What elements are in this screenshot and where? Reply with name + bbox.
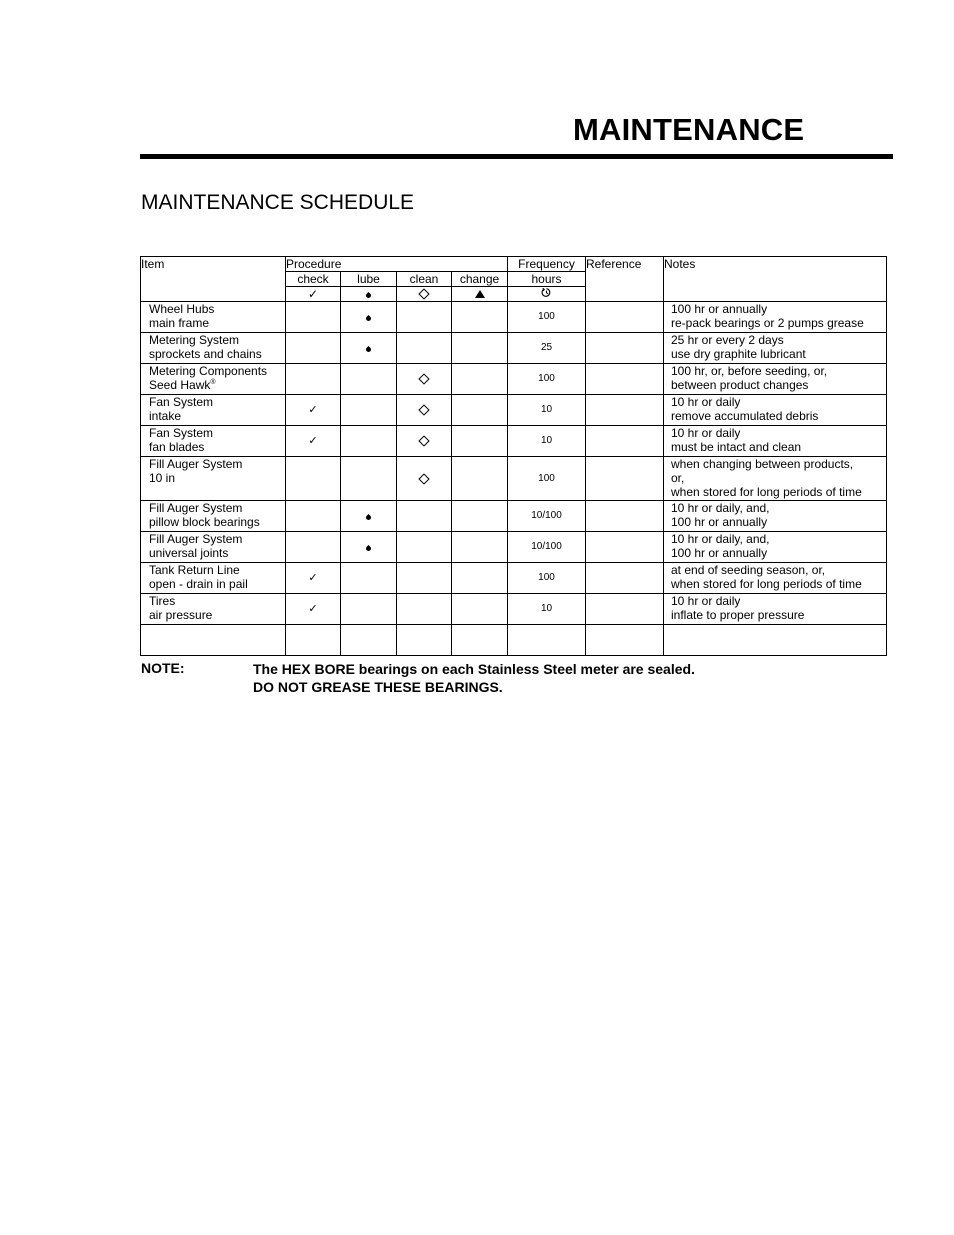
frequency-cell: 100 — [508, 364, 586, 395]
clean-cell — [397, 563, 452, 594]
diamond-icon — [418, 373, 429, 384]
check-cell: ✓ — [286, 563, 341, 594]
change-cell — [452, 395, 508, 426]
diamond-icon — [418, 404, 429, 415]
check-cell — [286, 457, 341, 501]
page-title: MAINTENANCE — [573, 112, 805, 147]
notes-cell — [664, 457, 887, 501]
item-detail: universal joints — [149, 546, 229, 560]
item-name: Fill Auger System — [149, 532, 243, 546]
lube-cell — [341, 563, 397, 594]
diamond-icon — [397, 287, 452, 302]
item-cell — [141, 457, 286, 501]
frequency-cell: 10 — [508, 594, 586, 625]
drop-icon — [365, 346, 372, 353]
change-cell — [452, 501, 508, 532]
registered-mark: ® — [210, 379, 216, 386]
table-row — [141, 532, 887, 563]
clean-cell — [397, 426, 452, 457]
item-cell — [141, 302, 286, 333]
note-line-2: DO NOT GREASE THESE BEARINGS. — [253, 679, 503, 695]
check-cell — [286, 364, 341, 395]
clean-cell — [397, 594, 452, 625]
frequency-cell: 10 — [508, 426, 586, 457]
frequency-cell: 25 — [508, 333, 586, 364]
note-text — [253, 660, 695, 696]
notes-line: when changing between products, — [671, 457, 854, 471]
empty-cell — [586, 625, 664, 656]
clean-cell — [397, 457, 452, 501]
item-detail: 10 in — [149, 471, 176, 485]
item-detail: fan blades — [149, 440, 205, 454]
check-cell — [286, 501, 341, 532]
item-detail: main frame — [149, 316, 210, 330]
item-name: Fan System — [149, 395, 214, 409]
item-name: Tank Return Line — [149, 563, 240, 577]
maintenance-schedule-table — [140, 256, 887, 656]
empty-cell — [664, 625, 887, 656]
item-cell — [141, 333, 286, 364]
empty-cell — [341, 625, 397, 656]
notes-line: when stored for long periods of time — [671, 485, 862, 499]
notes-line: 100 hr or annually — [671, 546, 768, 560]
notes-line: 100 hr or annually — [671, 302, 768, 316]
notes-line: 10 hr or daily — [671, 395, 741, 409]
notes-cell — [664, 364, 887, 395]
clock-icon — [508, 287, 586, 302]
item-detail: air pressure — [149, 608, 213, 622]
item-cell — [141, 426, 286, 457]
diamond-icon — [418, 473, 429, 484]
check-cell: ✓ — [286, 395, 341, 426]
reference-cell — [586, 426, 664, 457]
notes-cell — [664, 594, 887, 625]
frequency-cell: 100 — [508, 457, 586, 501]
table-row — [141, 501, 887, 532]
notes-line: 100 hr, or, before seeding, or, — [671, 364, 828, 378]
notes-line: re-pack bearings or 2 pumps grease — [671, 316, 864, 330]
table-row — [141, 457, 887, 501]
reference-cell — [586, 532, 664, 563]
header-frequency: Frequency — [508, 257, 586, 272]
clean-cell — [397, 501, 452, 532]
empty-cell — [508, 625, 586, 656]
subheader-change: change — [452, 272, 508, 287]
notes-cell — [664, 302, 887, 333]
drop-icon — [341, 287, 397, 302]
clean-cell — [397, 532, 452, 563]
item-name: Fill Auger System — [149, 501, 243, 515]
item-name: Wheel Hubs — [149, 302, 215, 316]
clean-cell — [397, 333, 452, 364]
table-row — [141, 364, 887, 395]
change-cell — [452, 426, 508, 457]
section-title: MAINTENANCE SCHEDULE — [141, 191, 415, 214]
check-icon: ✓ — [286, 287, 341, 302]
lube-cell — [341, 457, 397, 501]
notes-line: between product changes — [671, 378, 809, 392]
reference-cell — [586, 457, 664, 501]
notes-line: 10 hr or daily — [671, 426, 741, 440]
header-item: Item — [141, 257, 286, 302]
item-cell — [141, 532, 286, 563]
check-cell — [286, 333, 341, 364]
title-rule — [140, 154, 893, 159]
empty-cell — [286, 625, 341, 656]
notes-line: must be intact and clean — [671, 440, 802, 454]
notes-line: 10 hr or daily, and, — [671, 532, 770, 546]
lube-cell — [341, 364, 397, 395]
diamond-icon — [418, 435, 429, 446]
reference-cell — [586, 364, 664, 395]
lube-cell — [341, 302, 397, 333]
notes-cell — [664, 395, 887, 426]
note-line-1: The HEX BORE bearings on each Stainless Steel meter are sealed. — [253, 661, 695, 677]
change-cell — [452, 302, 508, 333]
check-cell — [286, 302, 341, 333]
empty-cell — [397, 625, 452, 656]
reference-cell — [586, 395, 664, 426]
item-detail: intake — [149, 409, 182, 423]
item-name: Fill Auger System — [149, 457, 243, 471]
frequency-cell: 10 — [508, 395, 586, 426]
item-detail: open - drain in pail — [149, 577, 248, 591]
frequency-cell: 100 — [508, 563, 586, 594]
item-detail: sprockets and chains — [149, 347, 262, 361]
notes-line: use dry graphite lubricant — [671, 347, 806, 361]
change-cell — [452, 457, 508, 501]
item-cell — [141, 563, 286, 594]
notes-line: inflate to proper pressure — [671, 608, 805, 622]
triangle-icon — [452, 287, 508, 302]
note-label: NOTE: — [141, 660, 185, 676]
table-row — [141, 426, 887, 457]
table-row — [141, 395, 887, 426]
lube-cell — [341, 501, 397, 532]
subheader-lube: lube — [341, 272, 397, 287]
item-name: Metering System — [149, 333, 240, 347]
notes-line: remove accumulated debris — [671, 409, 819, 423]
change-cell — [452, 364, 508, 395]
table-row — [141, 302, 887, 333]
notes-cell — [664, 426, 887, 457]
clean-cell — [397, 395, 452, 426]
table-row — [141, 594, 887, 625]
drop-icon — [365, 315, 372, 322]
lube-cell — [341, 333, 397, 364]
reference-cell — [586, 563, 664, 594]
item-cell — [141, 594, 286, 625]
item-name: Tires — [149, 594, 176, 608]
reference-cell — [586, 594, 664, 625]
lube-cell — [341, 395, 397, 426]
notes-line: 25 hr or every 2 days — [671, 333, 784, 347]
frequency-cell: 100 — [508, 302, 586, 333]
lube-cell — [341, 426, 397, 457]
check-cell: ✓ — [286, 594, 341, 625]
item-cell — [141, 395, 286, 426]
reference-cell — [586, 302, 664, 333]
frequency-cell: 10/100 — [508, 532, 586, 563]
check-cell — [286, 532, 341, 563]
notes-cell — [664, 501, 887, 532]
item-cell — [141, 501, 286, 532]
notes-line: when stored for long periods of time — [671, 577, 862, 591]
item-detail-line — [149, 378, 285, 392]
check-cell: ✓ — [286, 426, 341, 457]
item-name: Fan System — [149, 426, 214, 440]
item-cell — [141, 364, 286, 395]
empty-cell — [141, 625, 286, 656]
drop-icon — [365, 514, 372, 521]
drop-icon — [365, 545, 372, 552]
empty-cell — [452, 625, 508, 656]
notes-line: at end of seeding season, or, — [671, 563, 826, 577]
table-row — [141, 563, 887, 594]
change-cell — [452, 594, 508, 625]
notes-line: 10 hr or daily, and, — [671, 501, 770, 515]
table-row — [141, 333, 887, 364]
reference-cell — [586, 501, 664, 532]
notes-cell — [664, 333, 887, 364]
item-detail: Seed Hawk — [149, 378, 211, 392]
subheader-hours: hours — [508, 272, 586, 287]
lube-cell — [341, 594, 397, 625]
notes-cell — [664, 563, 887, 594]
clean-cell — [397, 364, 452, 395]
change-cell — [452, 333, 508, 364]
item-name: Metering Components — [149, 364, 268, 378]
clean-cell — [397, 302, 452, 333]
header-row-1 — [141, 257, 887, 272]
notes-line: 10 hr or daily — [671, 594, 741, 608]
subheader-clean: clean — [397, 272, 452, 287]
notes-line: or, — [671, 471, 685, 485]
reference-cell — [586, 333, 664, 364]
notes-cell — [664, 532, 887, 563]
empty-row — [141, 625, 887, 656]
item-detail: pillow block bearings — [149, 515, 260, 529]
lube-cell — [341, 532, 397, 563]
frequency-cell: 10/100 — [508, 501, 586, 532]
header-procedure: Procedure — [286, 257, 508, 272]
notes-line: 100 hr or annually — [671, 515, 768, 529]
header-reference: Reference — [586, 257, 664, 302]
change-cell — [452, 532, 508, 563]
subheader-check: check — [286, 272, 341, 287]
header-notes: Notes — [664, 257, 887, 302]
change-cell — [452, 563, 508, 594]
